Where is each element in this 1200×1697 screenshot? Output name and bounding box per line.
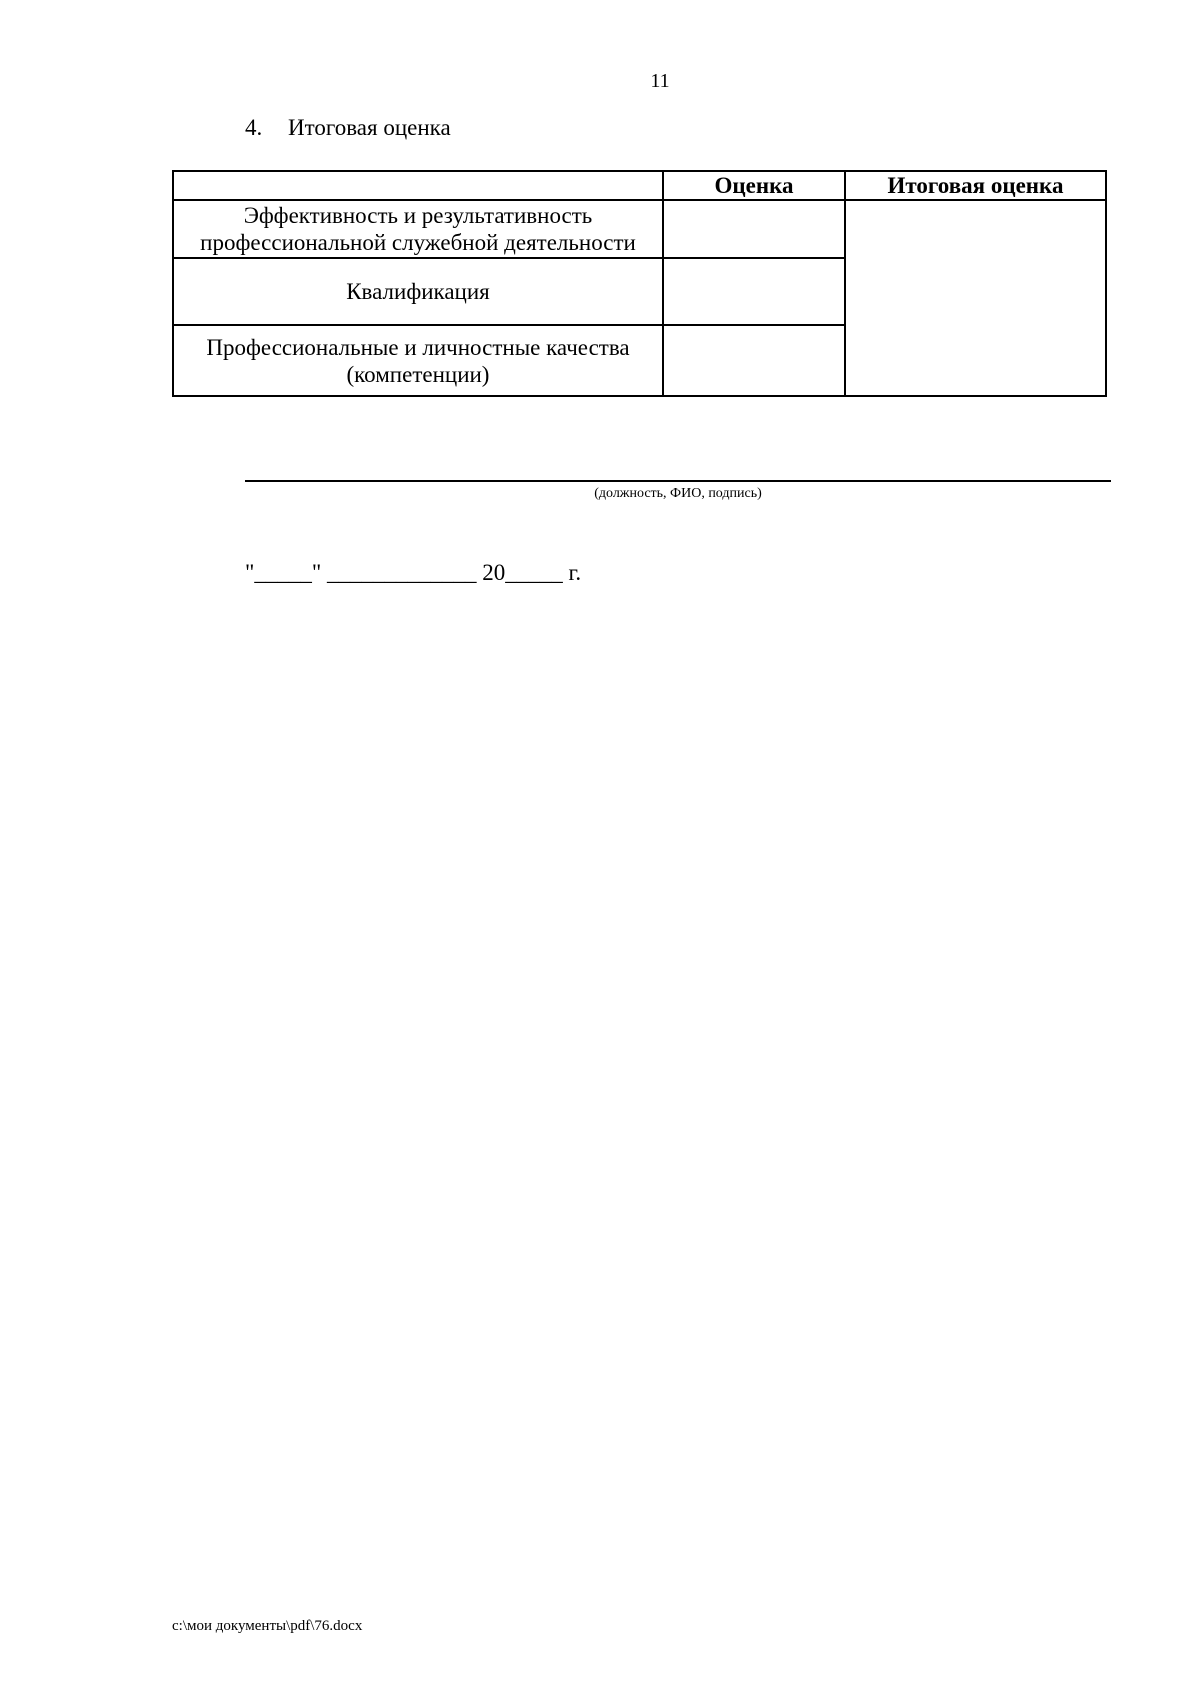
signature-caption: (должность, ФИО, подпись) (594, 486, 762, 501)
grade-cell[interactable] (663, 325, 845, 396)
grade-cell[interactable] (663, 258, 845, 325)
section-number: 4. (245, 115, 263, 140)
section-title: Итоговая оценка (288, 115, 451, 140)
criterion-cell (173, 200, 663, 258)
criterion-line: Профессиональные и личностные качества (206, 334, 630, 360)
table-row (173, 200, 1106, 258)
table-header-row (173, 171, 1106, 200)
signature-line[interactable] (245, 480, 1111, 482)
header-grade: Оценка (663, 171, 845, 200)
final-grade-cell[interactable] (845, 200, 1106, 396)
date-line: "_____" _____________ 20_____ г. (245, 560, 582, 585)
criterion-cell (173, 325, 663, 396)
section-heading (245, 115, 451, 141)
page-number: 11 (650, 70, 670, 92)
grade-cell[interactable] (663, 200, 845, 258)
grades-table (172, 170, 1107, 397)
criterion-line: Квалификация (346, 279, 490, 304)
footer-file-path: c:\мои документы\pdf\76.docx (172, 1618, 363, 1634)
criterion-line: профессиональной служебной деятельности (200, 230, 636, 255)
header-criterion (173, 171, 663, 200)
criterion-line: Эффективность и результативность (243, 203, 593, 228)
criterion-line: (компетенции) (346, 361, 490, 387)
criterion-cell (173, 258, 663, 325)
header-final-grade: Итоговая оценка (845, 171, 1106, 200)
